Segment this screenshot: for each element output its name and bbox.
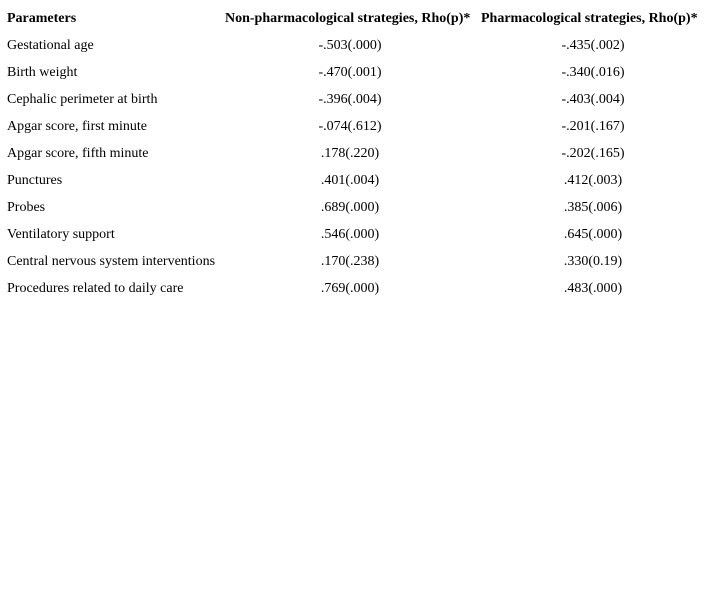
row-parameter: Punctures — [7, 172, 63, 188]
row-parameter: Apgar score, fifth minute — [7, 145, 149, 161]
table-header — [4, 5, 708, 32]
row-non-pharmacological-value: .178(.220) — [320, 145, 380, 161]
row-non-pharmacological-value: .170(.238) — [320, 253, 380, 269]
table-row — [4, 140, 708, 167]
table-row — [4, 113, 708, 140]
header-row — [4, 5, 708, 32]
row-pharmacological-value: -.202(.165) — [561, 145, 625, 161]
table-row — [4, 221, 708, 248]
header-parameters: Parameters — [7, 10, 77, 26]
row-pharmacological-value: .645(.000) — [563, 226, 623, 242]
row-pharmacological-value: -.201(.167) — [561, 118, 625, 134]
table-row — [4, 248, 708, 275]
table-row — [4, 59, 708, 86]
row-non-pharmacological-value: .689(.000) — [320, 199, 380, 215]
row-parameter: Ventilatory support — [7, 226, 115, 242]
row-non-pharmacological-value: -.074(.612) — [318, 118, 382, 134]
header-pharmacological: Pharmacological strategies, Rho(p)* — [481, 10, 698, 26]
row-pharmacological-value: -.435(.002) — [561, 37, 625, 53]
table-row — [4, 32, 708, 59]
row-parameter: Apgar score, first minute — [7, 118, 147, 134]
correlation-table — [4, 5, 708, 302]
row-non-pharmacological-value: -.470(.001) — [318, 64, 382, 80]
row-non-pharmacological-value: -.503(.000) — [318, 37, 382, 53]
row-non-pharmacological-value: .769(.000) — [320, 280, 380, 296]
row-pharmacological-value: -.340(.016) — [561, 64, 625, 80]
row-non-pharmacological-value: .546(.000) — [320, 226, 380, 242]
table-body — [4, 32, 708, 302]
row-non-pharmacological-value: -.396(.004) — [318, 91, 382, 107]
table-row — [4, 167, 708, 194]
header-non-pharmacological: Non-pharmacological strategies, Rho(p)* — [225, 10, 471, 26]
row-parameter: Gestational age — [7, 37, 94, 53]
row-pharmacological-value: .330(0.19) — [563, 253, 623, 269]
row-pharmacological-value: .483(.000) — [563, 280, 623, 296]
row-non-pharmacological-value: .401(.004) — [320, 172, 380, 188]
table-row — [4, 86, 708, 113]
row-pharmacological-value: .385(.006) — [563, 199, 623, 215]
row-pharmacological-value: .412(.003) — [563, 172, 623, 188]
table-row — [4, 194, 708, 221]
row-parameter: Procedures related to daily care — [7, 280, 184, 296]
row-parameter: Cephalic perimeter at birth — [7, 91, 158, 107]
table-row — [4, 275, 708, 302]
row-parameter: Central nervous system interventions — [7, 253, 216, 269]
row-parameter: Probes — [7, 199, 46, 215]
row-pharmacological-value: -.403(.004) — [561, 91, 625, 107]
row-parameter: Birth weight — [7, 64, 78, 80]
